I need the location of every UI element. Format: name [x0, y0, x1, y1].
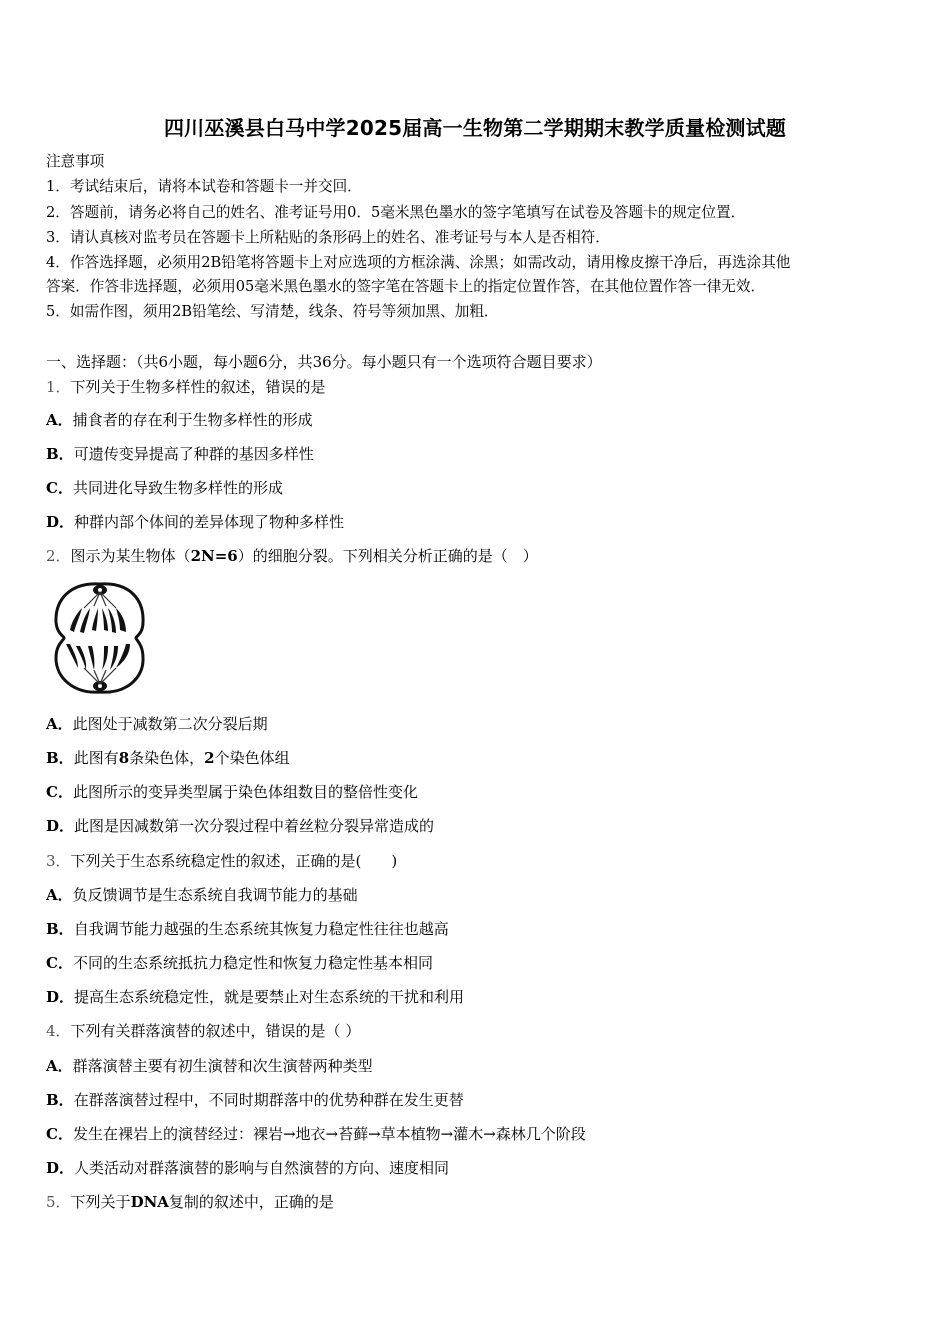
- option-letter: A．: [46, 886, 73, 904]
- page-title: 四川巫溪县白马中学2025届高一生物第二学期期末教学质量检测试题: [163, 116, 787, 140]
- option-text: 发生在裸岩上的演替经过：裸岩→地衣→苔藓→草本植物→灌木→森林几个阶段: [72, 1125, 586, 1143]
- option-text-post: 个染色体组: [214, 749, 290, 767]
- option: [46, 885, 358, 905]
- option-text: 在群落演替过程中，不同时期群落中的优势种群在发生更替: [73, 1091, 464, 1109]
- question-5: [46, 1192, 334, 1212]
- question-stem: 下列关于生态系统稳定性的叙述，正确的是( ): [70, 852, 398, 870]
- option-letter: C．: [46, 479, 73, 497]
- option-letter: A．: [46, 411, 73, 429]
- option: [46, 953, 433, 973]
- option-letter: C．: [46, 783, 73, 801]
- option-number: 8: [118, 749, 130, 767]
- option-letter: D．: [46, 1159, 75, 1177]
- option-letter: B．: [46, 445, 74, 463]
- option-letter: D．: [46, 513, 75, 531]
- notice-item: 2．答题前，请务必将自己的姓名、准考证号用0．5毫米黑色墨水的签字笔填写在试卷及答题卡的规定位置．: [46, 204, 746, 221]
- option: [46, 714, 268, 734]
- option-text: 人类活动对群落演替的影响与自然演替的方向、速度相同: [74, 1159, 450, 1177]
- cell-division-diagram-icon: [50, 578, 150, 698]
- question-stem: 下列有关群落演替的叙述中，错误的是（ ）: [70, 1022, 361, 1040]
- question-stem-post: 复制的叙述中，正确的是: [168, 1193, 334, 1211]
- question-2: [46, 546, 538, 566]
- option: [46, 919, 449, 939]
- option-text-pre: 此图有: [73, 749, 119, 767]
- option-text: 负反馈调节是生态系统自我调节能力的基础: [72, 886, 358, 904]
- option-letter: D．: [46, 988, 75, 1006]
- option: [46, 748, 290, 768]
- notice-item: 1．考试结束后，请将本试卷和答题卡一并交回．: [46, 178, 362, 195]
- question-stem-pre: 下列关于: [70, 1193, 131, 1211]
- option-text: 自我调节能力越强的生态系统其恢复力稳定性往往也越高: [73, 920, 449, 938]
- option: [46, 782, 418, 802]
- section-heading: 一、选择题：（共6小题，每小题6分，共36分。每小题只有一个选项符合题目要求）: [46, 353, 602, 371]
- option-text: 此图所示的变异类型属于染色体组数目的整倍性变化: [72, 783, 418, 801]
- notice-item: 3．请认真核对监考员在答题卡上所粘贴的条形码上的姓名、准考证号与本人是否相符．: [46, 229, 610, 246]
- notice-heading: 注意事项: [46, 153, 105, 170]
- question-number: 4．: [46, 1022, 71, 1040]
- option-letter: B．: [46, 920, 74, 938]
- option-text: 提高生态系统稳定性，就是要禁止对生态系统的干扰和利用: [74, 988, 465, 1006]
- option-letter: C．: [46, 1125, 73, 1143]
- option-letter: A．: [46, 715, 73, 733]
- question-stem-bold: DNA: [130, 1193, 169, 1211]
- notice-item: 5．如需作图，须用2B铅笔绘、写清楚，线条、符号等须加黑、加粗．: [46, 303, 499, 320]
- question-stem-bold: 2N=6: [190, 547, 238, 565]
- question-stem-post: ）的细胞分裂。下列相关分析正确的是（ ）: [237, 547, 538, 565]
- option-text: 种群内部个体间的差异体现了物种多样性: [74, 513, 345, 531]
- option-text: 此图处于减数第二次分裂后期: [72, 715, 268, 733]
- question-stem: 下列关于生物多样性的叙述，错误的是: [70, 378, 326, 396]
- question-number: 5．: [46, 1193, 71, 1211]
- option: [46, 410, 313, 430]
- question-number: 2．: [46, 547, 71, 565]
- option: [46, 816, 434, 836]
- question-3: [46, 851, 397, 871]
- option-number: 2: [204, 749, 215, 767]
- question-number: 1．: [46, 378, 71, 396]
- option-letter: B．: [46, 749, 74, 767]
- option: [46, 1090, 464, 1110]
- option-text-mid: 条染色体，: [129, 749, 205, 767]
- question-number: 3．: [46, 852, 71, 870]
- option: [46, 1056, 373, 1076]
- option: [46, 1124, 586, 1144]
- option-letter: D．: [46, 817, 75, 835]
- notice-item: 4．作答选择题，必须用2B铅笔将答题卡上对应选项的方框涂满、涂黑；如需改动，请用橡皮擦干净后，再选涂其他: [46, 254, 791, 271]
- option-text: 共同进化导致生物多样性的形成: [72, 479, 283, 497]
- option-text: 此图是因减数第一次分裂过程中着丝粒分裂异常造成的: [74, 817, 435, 835]
- option-text: 不同的生态系统抵抗力稳定性和恢复力稳定性基本相同: [72, 954, 433, 972]
- question-stem-pre: 图示为某生物体（: [70, 547, 191, 565]
- option: [46, 987, 464, 1007]
- option-letter: B．: [46, 1091, 74, 1109]
- option: [46, 444, 314, 464]
- option-text: 群落演替主要有初生演替和次生演替两种类型: [72, 1057, 373, 1075]
- option-letter: C．: [46, 954, 73, 972]
- option: [46, 512, 344, 532]
- option: [46, 1158, 449, 1178]
- option-letter: A．: [46, 1057, 73, 1075]
- question-4: [46, 1021, 360, 1041]
- option-text: 捕食者的存在利于生物多样性的形成: [72, 411, 313, 429]
- notice-item: 答案．作答非选择题，必须用05毫米黑色墨水的签字笔在答题卡上的指定位置作答，在其他位置作答一律无效．: [46, 278, 766, 295]
- option-text: 可遗传变异提高了种群的基因多样性: [73, 445, 314, 463]
- question-1: [46, 377, 326, 397]
- option: [46, 478, 283, 498]
